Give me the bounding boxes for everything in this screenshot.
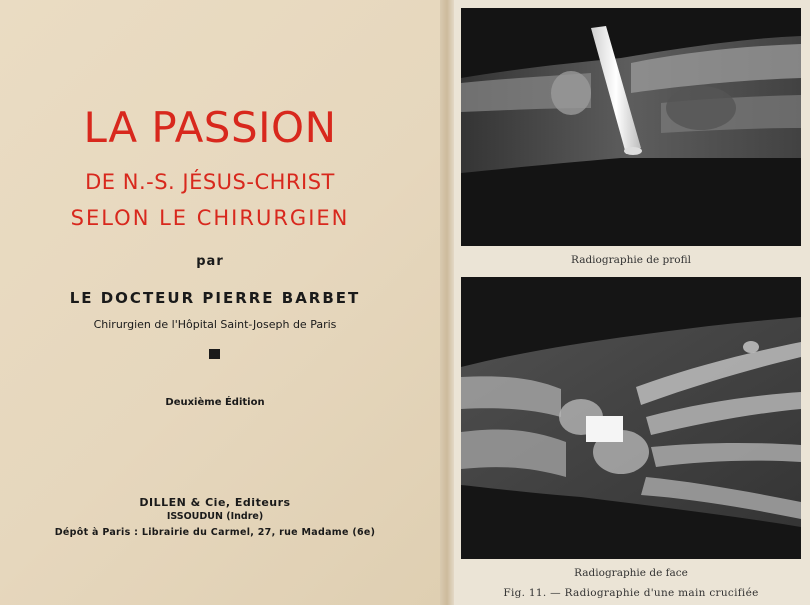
publisher-name: DILLEN & Cie, Editeurs [139, 496, 291, 509]
by-label: par [196, 254, 224, 269]
book-gutter [440, 0, 454, 605]
publisher-city: ISSOUDUN (Indre) [166, 511, 264, 522]
book-subtitle-line2: SELON LE CHIRURGIEN [70, 206, 350, 230]
xray-face-image [461, 277, 801, 559]
author-name: LE DOCTEUR PIERRE BARBET [69, 289, 361, 307]
caption-profile: Radiographie de profil [571, 254, 691, 266]
book-title: LA PASSION [83, 103, 337, 152]
ornament-square [209, 349, 220, 359]
author-role: Chirurgien de l'Hôpital Saint-Joseph de Paris [93, 318, 337, 331]
edition-label: Deuxième Édition [165, 397, 265, 408]
depot-address: Dépôt à Paris : Librairie du Carmel, 27, rue Madame (6e) [54, 527, 376, 538]
caption-face: Radiographie de face [574, 567, 688, 579]
xray-profile-image [461, 8, 801, 246]
figure-caption: Fig. 11. — Radiographie d'une main crucifiée [503, 587, 759, 599]
book-subtitle-line1: DE N.-S. JÉSUS-CHRIST [85, 170, 335, 194]
